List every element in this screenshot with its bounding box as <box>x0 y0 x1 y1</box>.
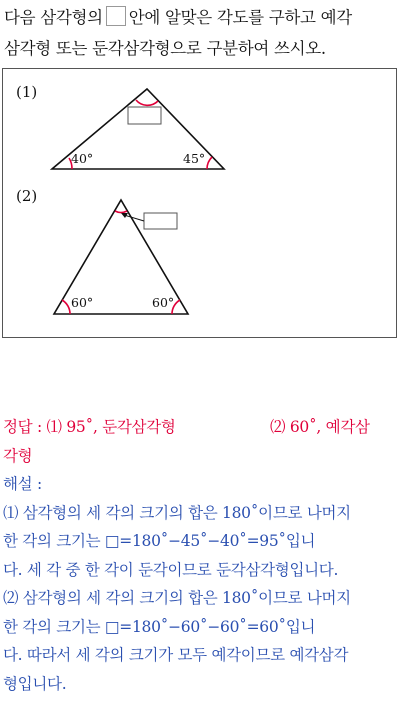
triangle-1-right-angle: 45° <box>183 151 206 166</box>
triangle-figures <box>3 69 396 337</box>
answer-2: ⑵ 60˚, 예각삼 <box>270 418 370 436</box>
answer-blank-box <box>106 6 126 26</box>
answer-heading: 정답 : <box>3 418 42 436</box>
triangle-1-top-arc <box>136 100 158 105</box>
triangle-1-answer-box <box>128 107 161 124</box>
problem-1-label: (1) <box>16 83 38 101</box>
triangle-1-left-angle: 40° <box>71 151 94 166</box>
triangle-2-left-angle: 60° <box>71 295 94 310</box>
question-line-2: 삼각형 또는 둔각삼각형으로 구분하여 쓰시오. <box>4 39 326 58</box>
figure-box <box>2 68 397 338</box>
explanation-heading: 해설 : <box>3 475 42 493</box>
triangle-1-right-arc <box>207 157 212 169</box>
question-text <box>4 2 396 64</box>
explanation-line: ⑴ 삼각형의 세 각의 크기의 합은 180˚이므로 나머지 <box>3 503 351 522</box>
explanation-line: ⑵ 삼각형의 세 각의 크기의 합은 180˚이므로 나머지 <box>3 589 351 607</box>
answer-section <box>3 413 398 698</box>
answer-1: ⑴ 95˚, 둔각삼각형 <box>46 418 176 436</box>
explanation-line: 다. 세 각 중 한 각이 둔각이므로 둔각삼각형입니다. <box>3 560 339 579</box>
explanation-line: 한 각의 크기는 □=180˚−45˚−40˚=95˚입니 <box>3 532 316 550</box>
answer-row <box>3 413 398 442</box>
question-line-1 <box>4 2 396 33</box>
question-line-1-start: 다음 삼각형의 <box>4 8 103 27</box>
explanation-line: 형입니다. <box>3 674 67 693</box>
triangle-2-top-arc <box>115 211 127 212</box>
triangle-2-right-angle: 60° <box>152 295 175 310</box>
triangle-2-pointer-line <box>124 215 144 221</box>
explanation-line: 다. 따라서 세 각의 크기가 모두 예각이므로 예각삼각 <box>3 646 349 664</box>
answer-2-continuation: 각형 <box>3 446 33 465</box>
problem-2-label: (2) <box>16 187 38 205</box>
explanation-line: 한 각의 크기는 □=180˚−60˚−60˚=60˚입니 <box>3 617 316 636</box>
question-line-1-end: 안에 알맞은 각도를 구하고 예각 <box>128 8 352 27</box>
triangle-2-answer-box <box>144 213 177 229</box>
triangle-2-left-arc <box>62 300 70 314</box>
